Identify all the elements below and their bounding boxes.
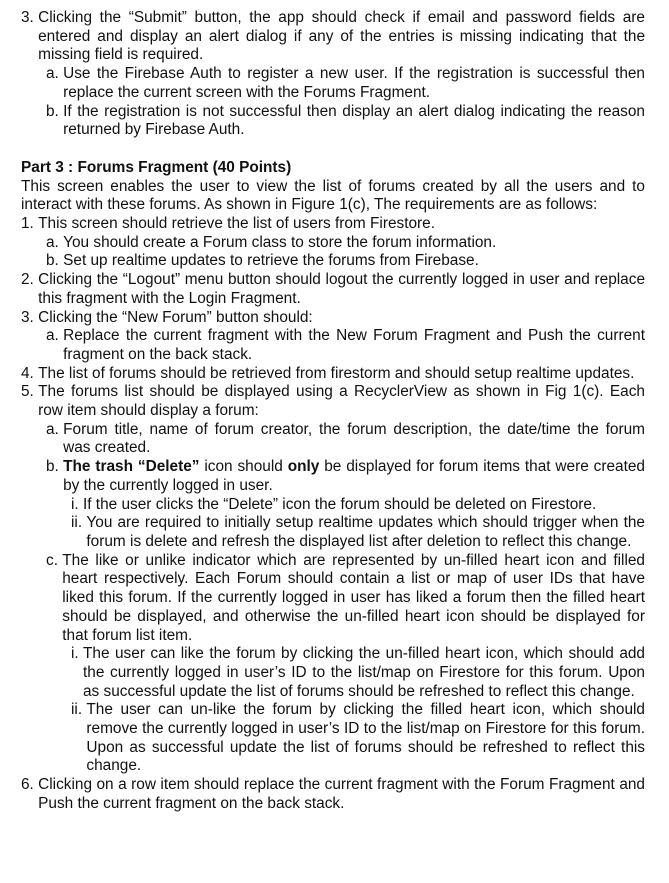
item-number: 3. xyxy=(21,9,39,26)
item-text: The user can un-like the forum by clicking the filled heart icon, which should remove the currently logged in user’s ID to the list/map on Firestore for this forum. Upon as successful update the list of forums should be refreshed to reflect this change. xyxy=(86,701,645,775)
item-number: 5. xyxy=(21,383,39,401)
item-number: b. xyxy=(46,458,64,476)
item-number: i. xyxy=(71,645,83,663)
item-number: 2. xyxy=(21,271,39,289)
list-item xyxy=(71,496,645,515)
section-heading: Part 3 : Forums Fragment (40 Points) xyxy=(21,158,292,176)
item-number: i. xyxy=(71,495,83,513)
list-item xyxy=(21,271,645,308)
item-text: You should create a Forum class to store the forum information. xyxy=(63,233,497,251)
item-text: Clicking the “New Forum” button should: xyxy=(38,308,313,326)
text-fragment: icon should xyxy=(199,458,288,476)
item-number: b. xyxy=(46,102,64,120)
item-number: ii. xyxy=(71,701,87,719)
item-text: If the registration is not successful then display an alert dialog indicating the reason returned by Firebase Auth. xyxy=(63,102,645,139)
item-text: The forums list should be displayed using a RecyclerView as shown in Fig 1(c). Each row item should display a forum: xyxy=(38,383,645,420)
text-fragment: be displayed for forum items that were created by the currently logged in user. xyxy=(63,458,645,494)
item-text: Set up realtime updates to retrieve the forums from Firebase. xyxy=(63,252,479,270)
item-text: Forum title, name of forum creator, the forum description, the date/time the forum was created. xyxy=(63,420,645,457)
item-text: If the user clicks the “Delete” icon the forum should be deleted on Firestore. xyxy=(82,495,597,513)
item-number: 4. xyxy=(21,364,39,382)
item-number: a. xyxy=(46,420,64,438)
list-item xyxy=(71,645,645,701)
item-number: a. xyxy=(46,327,64,345)
item-text: Clicking the “Submit” button, the app should check if email and password fields are entered and display an alert dialog if any of the entries is missing indicating that the missing field is required. xyxy=(38,9,645,64)
bold-phrase-trash-delete: The trash “Delete” xyxy=(63,458,200,476)
item-text: Clicking the “Logout” menu button should logout the currently logged in user and replace this fragment with the Login Fragment. xyxy=(38,271,645,307)
item-text: Use the Firebase Auth to register a new user. If the registration is successful then replace the current screen with the Forums Fragment. xyxy=(63,65,645,101)
list-item xyxy=(46,252,645,271)
list-item xyxy=(21,365,645,384)
item-text: The user can like the forum by clicking the un-filled heart icon, which should add the currently logged in user’s ID to the list/map on Firestore for this forum. Upon as successful update the list of forums should be refreshed to reflect this change. xyxy=(82,645,645,700)
list-item xyxy=(46,65,645,102)
item-number: b. xyxy=(46,252,64,270)
section-intro: This screen enables the user to view the list of forums created by all the users and to interact with these forums. As shown in Figure 1(c), The requirements are as follows: xyxy=(21,177,645,214)
item-text: Clicking on a row item should replace the current fragment with the Forum Fragment and Push the current fragment on the back stack. xyxy=(38,776,645,812)
list-item xyxy=(21,9,645,65)
item-text: This screen should retrieve the list of users from Firestore. xyxy=(38,215,436,233)
item-text: The like or unlike indicator which are represented by un-filled heart icon and filled heart respectively. Each Forum should contain a list or map of user IDs that have liked this forum. If the currently logged in user has liked a forum then the filled heart should be displayed, and otherwise the un-filled heart icon should be displayed for that forum list item. xyxy=(62,551,645,644)
item-number: c. xyxy=(46,551,63,569)
list-item xyxy=(21,215,645,234)
list-item xyxy=(21,309,645,328)
list-item xyxy=(46,552,645,646)
item-text xyxy=(63,458,645,495)
list-item xyxy=(46,458,645,495)
item-text: The list of forums should be retrieved from firestorm and should setup realtime updates. xyxy=(38,364,635,382)
item-number: 3. xyxy=(21,308,39,326)
list-item xyxy=(21,776,645,813)
list-item xyxy=(46,421,645,458)
list-item xyxy=(46,103,645,140)
list-item xyxy=(46,234,645,253)
list-item xyxy=(71,514,645,551)
list-item xyxy=(46,327,645,364)
item-number: ii. xyxy=(71,514,87,532)
item-number: a. xyxy=(46,233,64,251)
list-item xyxy=(21,383,645,420)
item-number: 6. xyxy=(21,776,39,794)
bold-word-only: only xyxy=(287,458,320,476)
item-text: You are required to initially setup realtime updates which should trigger when the forum is delete and refresh the displayed list after deletion to reflect this change. xyxy=(86,514,645,550)
item-number: a. xyxy=(46,65,64,83)
item-text: Replace the current fragment with the New Forum Fragment and Push the current fragment on the back stack. xyxy=(63,327,645,363)
item-number: 1. xyxy=(21,215,39,233)
list-item xyxy=(71,701,645,776)
